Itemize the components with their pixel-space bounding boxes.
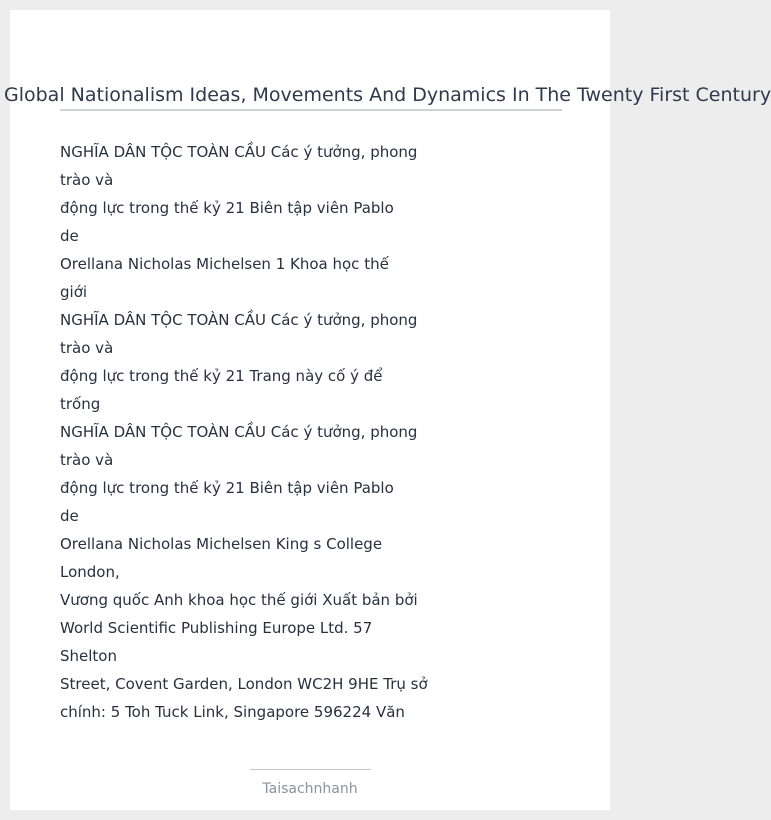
body-line: động lực trong thế kỷ 21 Trang này cố ý để xyxy=(60,367,383,385)
body-line: London, xyxy=(60,563,120,581)
body-line: trào và xyxy=(60,171,114,189)
body-line: Orellana Nicholas Michelsen 1 Khoa học thế xyxy=(60,255,389,273)
body-line: de xyxy=(60,507,79,525)
body-line: Vương quốc Anh khoa học thế giới Xuất bản bởi xyxy=(60,591,418,609)
title-container xyxy=(4,82,771,110)
body-line: NGHĨA DÂN TỘC TOÀN CẦU Các ý tưởng, phong xyxy=(60,423,418,441)
body-line: Shelton xyxy=(60,647,117,665)
body-line: động lực trong thế kỷ 21 Biên tập viên Pablo xyxy=(60,479,394,497)
body-line: trống xyxy=(60,395,101,413)
body-line: World Scientific Publishing Europe Ltd. 57 xyxy=(60,619,373,637)
footer-divider xyxy=(250,769,371,770)
body-line: trào và xyxy=(60,451,114,469)
body-line: động lực trong thế kỷ 21 Biên tập viên Pablo xyxy=(60,199,394,217)
body-line: Street, Covent Garden, London WC2H 9HE Trụ sở xyxy=(60,675,428,693)
body-line: giới xyxy=(60,283,88,301)
body-line: de xyxy=(60,227,79,245)
document-page xyxy=(4,10,771,810)
footer-credit: Taisachnhanh xyxy=(262,781,358,797)
body-line: NGHĨA DÂN TỘC TOÀN CẦU Các ý tưởng, phong xyxy=(60,311,418,329)
document-body xyxy=(60,138,428,726)
document-title: Global Nationalism Ideas, Movements And Dynamics In The Twenty First Century xyxy=(4,84,771,106)
body-line: Orellana Nicholas Michelsen King s College xyxy=(60,535,383,553)
body-line: trào và xyxy=(60,339,114,357)
body-line: chính: 5 Toh Tuck Link, Singapore 596224 Văn xyxy=(60,703,405,721)
title-divider xyxy=(60,109,562,111)
body-line: NGHĨA DÂN TỘC TOÀN CẦU Các ý tưởng, phong xyxy=(60,143,418,161)
